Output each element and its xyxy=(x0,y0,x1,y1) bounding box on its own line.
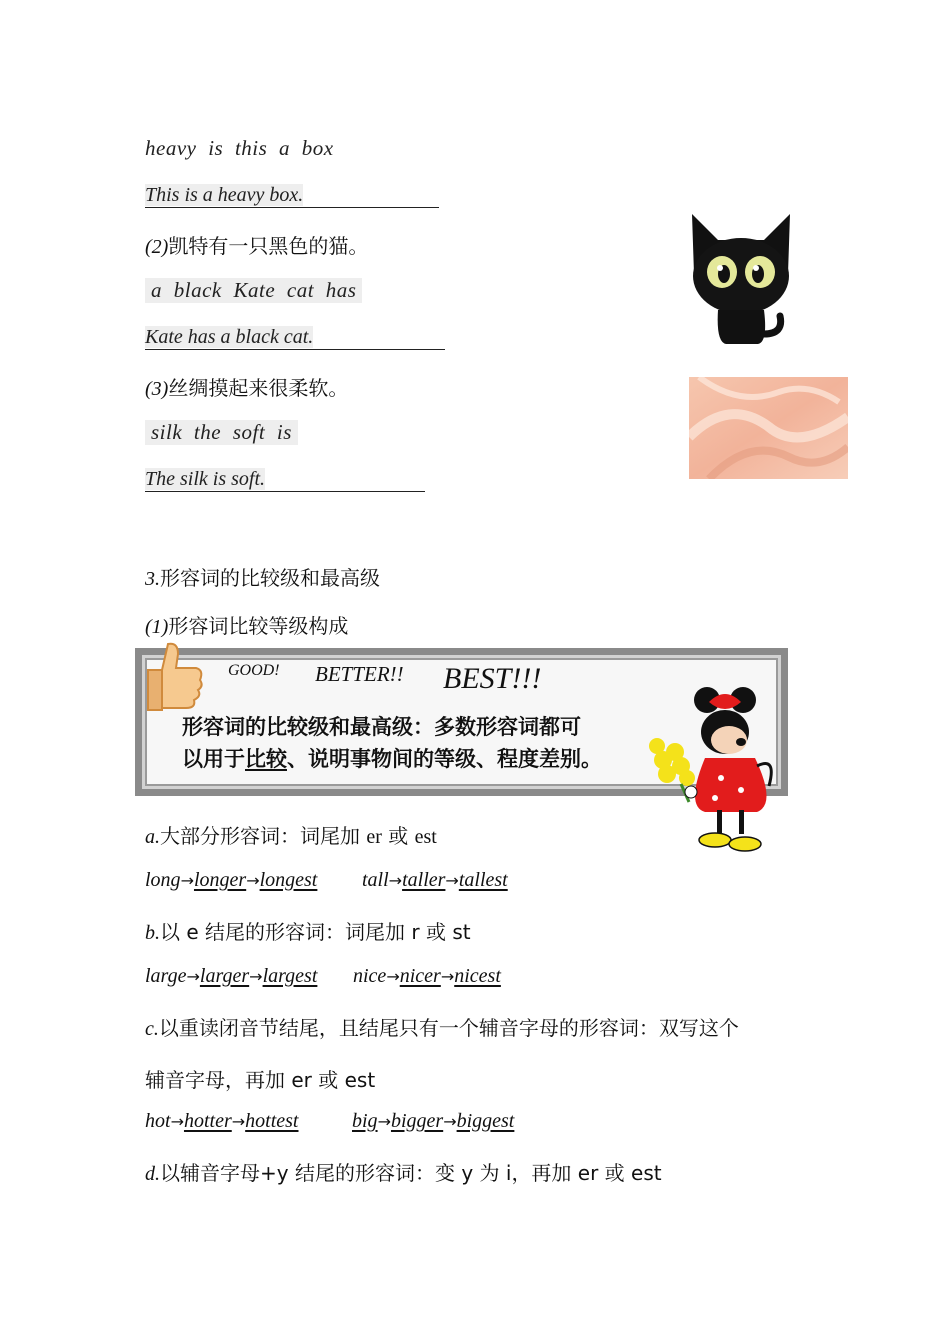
example-a-1 xyxy=(145,869,317,892)
example-b-1 xyxy=(145,965,317,988)
arrow-icon: → xyxy=(231,1112,246,1131)
rule-d-y: y xyxy=(461,1161,474,1185)
prompt-3-text: 丝绸摸起来很柔软。 xyxy=(168,376,349,400)
best-text: BEST!!! xyxy=(443,662,542,695)
rule-b xyxy=(145,916,471,945)
example-word: hot xyxy=(145,1110,171,1132)
rule-d-text-4: ，再加 xyxy=(511,1161,578,1185)
rule-c-est: est xyxy=(344,1068,376,1092)
better-text: BETTER!! xyxy=(315,662,404,686)
subsection-number: (1) xyxy=(145,616,169,638)
subsection-heading xyxy=(145,610,348,639)
rule-c-er: er xyxy=(291,1068,312,1092)
rule-d-text-1: 以辅音字母 xyxy=(160,1161,260,1185)
rule-c-text-1: 以重读闭音节结尾，且结尾只有一个辅音字母的形容词：双写这个 xyxy=(158,1016,739,1040)
arrow-icon: → xyxy=(186,967,200,986)
answer-text-1: This is a heavy box. xyxy=(145,184,304,206)
example-superlative: tallest xyxy=(458,869,508,891)
minnie-mouse-image xyxy=(645,686,780,858)
section-number: 3. xyxy=(145,568,160,590)
rule-c-text-2: 辅音字母，再加 xyxy=(145,1068,292,1092)
arrow-icon: → xyxy=(445,871,459,890)
board-line-1: 形容词的比较级和最高级：多数形容词都可 xyxy=(182,715,581,739)
example-word: nice xyxy=(353,965,387,987)
rule-a xyxy=(145,820,437,849)
answer-text-2: Kate has a black cat. xyxy=(145,326,314,348)
rule-d-er: er xyxy=(577,1161,599,1185)
word-scramble-1: heavy is this a box xyxy=(145,136,334,160)
word-scramble-2: a black Kate cat has xyxy=(145,278,362,303)
section-title: 形容词的比较级和最高级 xyxy=(160,566,380,590)
arrow-icon: → xyxy=(246,871,260,890)
example-comparative: taller xyxy=(402,869,446,891)
rule-d-plus-y: +y xyxy=(260,1161,289,1185)
rule-d-or: 或 xyxy=(598,1161,632,1185)
rule-c-or: 或 xyxy=(311,1068,345,1092)
subsection-title: 形容词比较等级构成 xyxy=(168,614,349,638)
prompt-2-number: (2) xyxy=(145,236,169,258)
arrow-icon: → xyxy=(388,871,403,890)
rule-a-or: 或 xyxy=(381,824,415,848)
prompt-2-text: 凯特有一只黑色的猫。 xyxy=(168,234,369,258)
example-superlative: nicest xyxy=(454,965,501,987)
board-line-2 xyxy=(182,743,602,775)
example-word: large xyxy=(145,965,187,987)
arrow-icon: → xyxy=(170,1112,184,1131)
silk-fabric-image xyxy=(689,377,848,479)
rule-a-est: est xyxy=(414,826,437,848)
rule-b-r: r xyxy=(411,920,420,944)
good-text: GOOD! xyxy=(228,662,280,679)
arrow-icon: → xyxy=(443,1112,457,1131)
rule-b-text-2: 结尾的形容词：词尾加 xyxy=(198,920,412,944)
rule-b-label: b. xyxy=(145,922,160,944)
example-b-2 xyxy=(353,965,501,988)
example-word: big xyxy=(352,1110,378,1132)
rule-c-line-2 xyxy=(145,1064,375,1093)
example-comparative: nicer xyxy=(399,965,441,987)
rule-b-st: st xyxy=(452,920,471,944)
rule-c-line-1 xyxy=(145,1012,739,1041)
rule-b-text-1: 以 xyxy=(160,920,187,944)
rule-d-text-3: 为 xyxy=(473,1161,506,1185)
example-c-2 xyxy=(352,1110,514,1133)
example-word: tall xyxy=(362,869,389,891)
example-comparative: longer xyxy=(193,869,247,891)
arrow-icon: → xyxy=(249,967,263,986)
example-comparative: bigger xyxy=(390,1110,444,1132)
rule-d-est: est xyxy=(631,1161,662,1185)
answer-text-3: The silk is soft. xyxy=(145,468,266,490)
rule-d-i: i xyxy=(505,1161,512,1185)
example-c-1 xyxy=(145,1110,299,1133)
rule-d-text-2: 结尾的形容词：变 xyxy=(288,1161,462,1185)
example-superlative: largest xyxy=(262,965,318,987)
answer-line-1 xyxy=(145,183,439,208)
prompt-3 xyxy=(145,372,348,401)
example-superlative: hottest xyxy=(245,1110,299,1132)
arrow-icon: → xyxy=(386,967,400,986)
board-line-2-underlined: 比较 xyxy=(245,747,287,771)
black-cat-image xyxy=(688,210,794,346)
thumbs-up-icon xyxy=(144,640,206,712)
arrow-icon: → xyxy=(440,967,455,986)
rule-a-label: a. xyxy=(145,826,160,848)
example-comparative: larger xyxy=(199,965,250,987)
example-superlative: biggest xyxy=(456,1110,515,1132)
rule-d xyxy=(145,1157,662,1186)
word-scramble-3: silk the soft is xyxy=(145,420,298,445)
example-comparative: hotter xyxy=(183,1110,232,1132)
arrow-icon: → xyxy=(180,871,194,890)
section-heading xyxy=(145,562,380,591)
board-line-2-post: 、说明事物间的等级、程度差别。 xyxy=(287,747,602,771)
prompt-3-number: (3) xyxy=(145,378,169,400)
answer-line-3 xyxy=(145,467,425,492)
answer-line-2 xyxy=(145,325,445,350)
rule-b-or: 或 xyxy=(419,920,453,944)
example-word: long xyxy=(145,869,181,891)
rule-a-text: 大部分形容词：词尾加 xyxy=(160,824,367,848)
arrow-icon: → xyxy=(377,1112,391,1131)
board-line-2-pre: 以用于 xyxy=(182,747,245,771)
prompt-2 xyxy=(145,230,368,259)
example-superlative: longest xyxy=(259,869,318,891)
rule-d-label: d. xyxy=(145,1163,160,1185)
rule-c-label: c. xyxy=(145,1018,159,1040)
rule-a-er: er xyxy=(366,826,382,848)
rule-b-e: e xyxy=(186,920,199,944)
example-a-2 xyxy=(362,869,508,892)
